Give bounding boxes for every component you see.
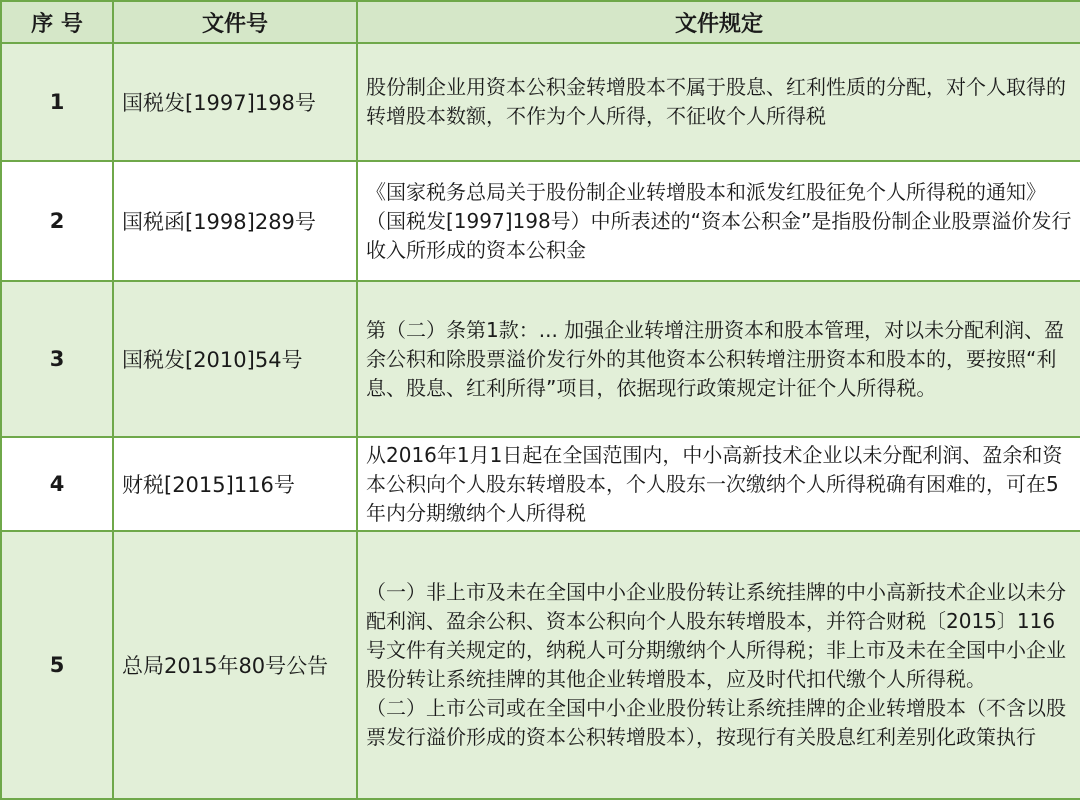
header-serial-number: 序 号 bbox=[1, 1, 113, 43]
provision-paragraph: （二）上市公司或在全国中小企业股份转让系统挂牌的企业转增股本（不含以股票发行溢价形成的资本公积转增股本），按现行有关股息红利差别化政策执行 bbox=[366, 696, 1066, 749]
row-serial-number: 3 bbox=[1, 281, 113, 437]
row-serial-number: 1 bbox=[1, 43, 113, 161]
header-document-provision: 文件规定 bbox=[357, 1, 1080, 43]
header-document-number: 文件号 bbox=[113, 1, 357, 43]
provision-paragraph: 从2016年1月1日起在全国范围内，中小高新技术企业以未分配利润、盈余和资本公积向个人股东转增股本，个人股东一次缴纳个人所得税确有困难的，可在5年内分期缴纳个人所得税 bbox=[366, 442, 1063, 525]
row-document-number: 国税函[1998]289号 bbox=[113, 161, 357, 281]
row-serial-number: 5 bbox=[1, 531, 113, 799]
table-row bbox=[1, 531, 1080, 799]
row-provision bbox=[357, 281, 1080, 437]
row-provision bbox=[357, 437, 1080, 531]
table-row bbox=[1, 281, 1080, 437]
provision-paragraph: 股份制企业用资本公积金转增股本不属于股息、红利性质的分配，对个人取得的转增股本数额，不作为个人所得，不征收个人所得税 bbox=[366, 75, 1066, 128]
provision-paragraph: 《国家税务总局关于股份制企业转增股本和派发红股征免个人所得税的通知》（国税发[1997]198号）中所表述的“资本公积金”是指股份制企业股票溢价发行收入所形成的资本公积金 bbox=[366, 179, 1072, 262]
provision-paragraph: 第（二）条第1款：... 加强企业转增注册资本和股本管理，对以未分配利润、盈余公积和除股票溢价发行外的其他资本公积转增注册资本和股本的，要按照“利息、股息、红利所得”项目，依据现行政策规定计征个人所得税。 bbox=[366, 317, 1065, 400]
row-document-number: 国税发[2010]54号 bbox=[113, 281, 357, 437]
row-document-number: 总局2015年80号公告 bbox=[113, 531, 357, 799]
header-row bbox=[1, 1, 1080, 43]
row-serial-number: 4 bbox=[1, 437, 113, 531]
row-serial-number: 2 bbox=[1, 161, 113, 281]
table-row bbox=[1, 43, 1080, 161]
row-document-number: 国税发[1997]198号 bbox=[113, 43, 357, 161]
table-row bbox=[1, 437, 1080, 531]
row-provision bbox=[357, 531, 1080, 799]
provision-paragraph: （一）非上市及未在全国中小企业股份转让系统挂牌的中小高新技术企业以未分配利润、盈余公积、资本公积向个人股东转增股本，并符合财税〔2015〕116号文件有关规定的，纳税人可分期缴纳个人所得税；非上市及未在全国中小企业股份转让系统挂牌的其他企业转增股本，应及时代扣代缴个人所得税。 bbox=[366, 580, 1066, 691]
row-document-number: 财税[2015]116号 bbox=[113, 437, 357, 531]
row-provision bbox=[357, 43, 1080, 161]
row-provision bbox=[357, 161, 1080, 281]
table-row bbox=[1, 161, 1080, 281]
